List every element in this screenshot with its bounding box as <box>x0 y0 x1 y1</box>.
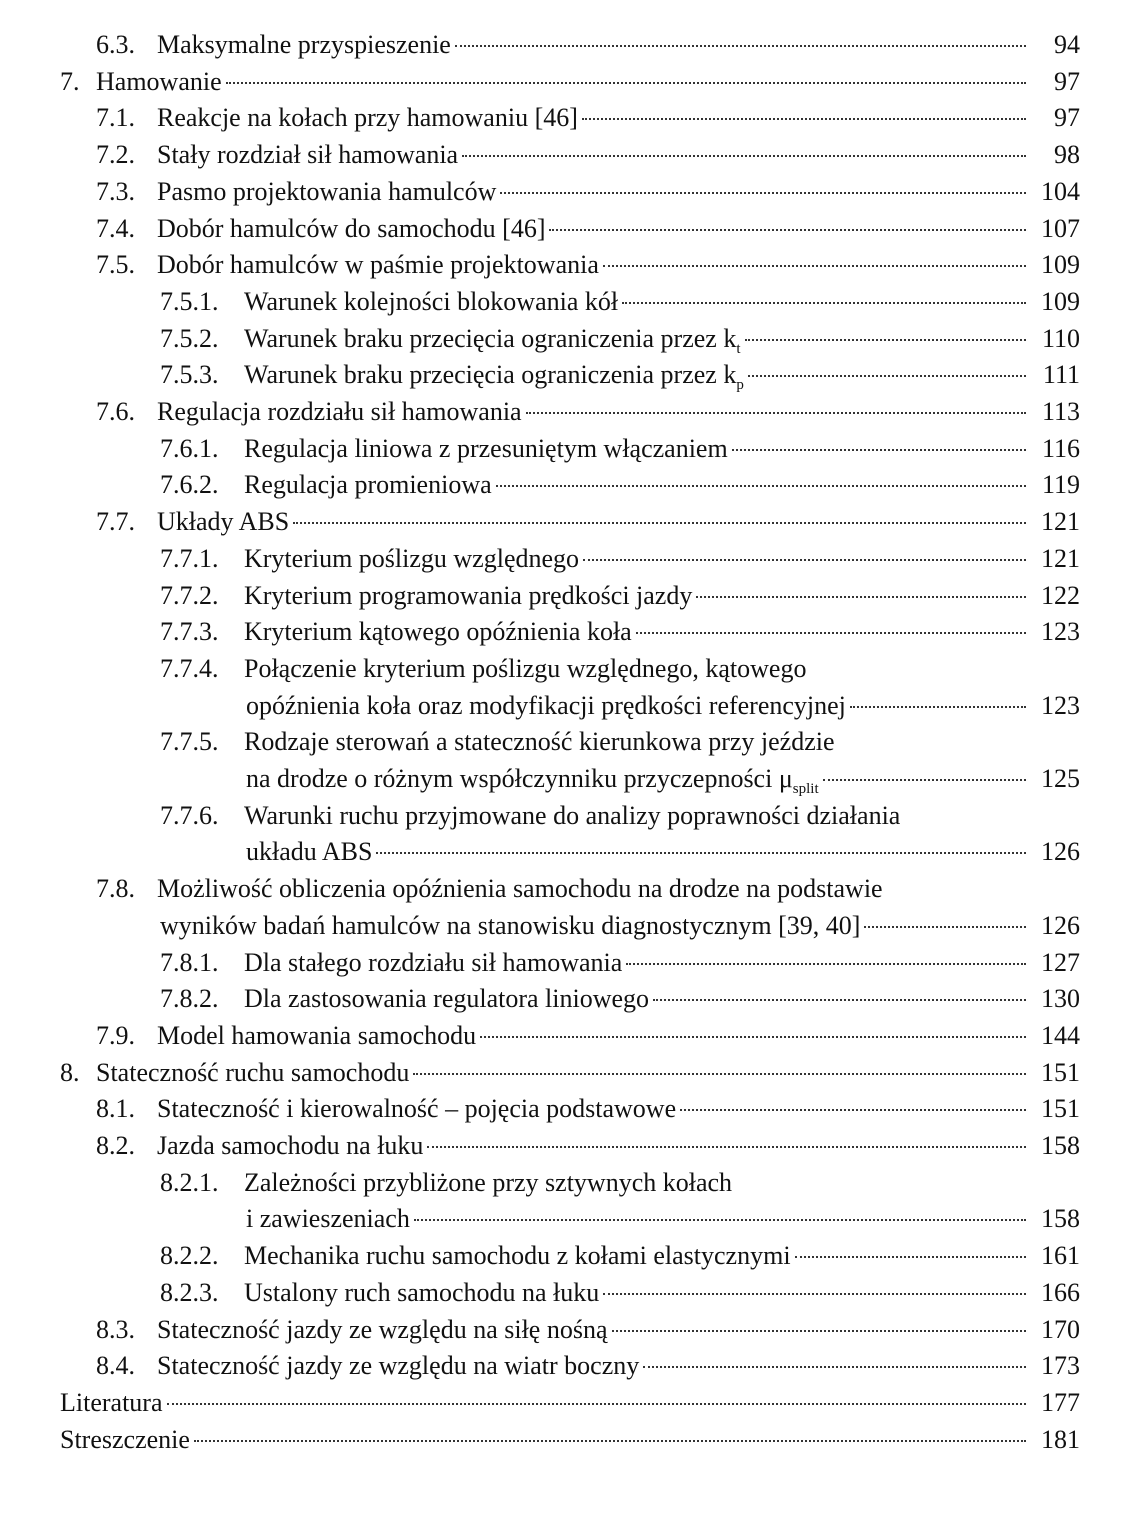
toc-entry-number: 8. <box>60 1057 80 1087</box>
toc-entry-page-number: 144 <box>1041 1020 1080 1050</box>
toc-entry-number: 8.2.3. <box>160 1277 219 1307</box>
toc-entry-title-text: Hamowanie <box>96 66 222 96</box>
toc-entry <box>0 1238 1122 1274</box>
toc-entry-page-number: 126 <box>1041 910 1080 940</box>
toc-entry-title <box>244 614 632 650</box>
toc-entry-title <box>157 1312 608 1348</box>
toc-entry-title <box>244 541 579 577</box>
toc-entry-title-text: Regulacja liniowa z przesuniętym włączaniem <box>244 433 728 463</box>
toc-entry-title-text: Dobór hamulców do samochodu [46] <box>157 213 546 243</box>
toc-entry-number: 7.6.2. <box>160 470 219 500</box>
toc-entry <box>0 834 1122 870</box>
toc-entry-title <box>244 321 741 357</box>
toc-entry-title <box>157 247 599 283</box>
toc-entry-title-text: Kryterium poślizgu względnego <box>244 543 580 573</box>
toc-entry-title <box>157 174 496 210</box>
toc-entry <box>0 1128 1122 1164</box>
toc-entry-page-number: 121 <box>1041 507 1080 537</box>
dot-leader <box>603 1293 1026 1295</box>
toc-entry-page-number: 119 <box>1041 470 1080 500</box>
toc-entry-title <box>244 981 649 1017</box>
toc-entry <box>0 431 1122 467</box>
dot-leader <box>603 265 1026 267</box>
toc-entry-number: 7.5.2. <box>160 323 219 353</box>
dot-leader <box>413 1073 1026 1075</box>
toc-entry <box>0 724 1122 760</box>
toc-entry-title <box>244 651 806 687</box>
toc-entry <box>0 1385 1122 1421</box>
toc-entry-title-text: układu ABS <box>246 837 373 867</box>
toc-entry-title <box>244 1275 599 1311</box>
toc-entry <box>0 504 1122 540</box>
dot-leader <box>455 45 1026 47</box>
toc-entry-page-number: 94 <box>1054 30 1080 59</box>
toc-entry-page-number: 109 <box>1041 286 1080 316</box>
toc-entry-title <box>244 945 622 981</box>
toc-entry-title-text: Pasmo projektowania hamulców <box>157 176 497 206</box>
dot-leader <box>636 632 1026 634</box>
dot-leader <box>549 229 1026 231</box>
toc-entry <box>0 651 1122 687</box>
toc-entry-page-number: 158 <box>1041 1131 1080 1160</box>
toc-entry-page-number: 123 <box>1041 617 1080 647</box>
toc-entry <box>0 614 1122 650</box>
dot-leader <box>850 706 1026 708</box>
toc-entry-title-text: i zawieszeniach <box>246 1204 410 1234</box>
toc-entry <box>0 945 1122 981</box>
dot-leader <box>823 779 1026 781</box>
dot-leader <box>582 118 1026 120</box>
toc-entry-title-text: Stały rozdział sił hamowania <box>157 140 459 170</box>
toc-entry <box>0 1055 1122 1091</box>
dot-leader <box>680 1109 1026 1111</box>
toc-entry-page-number: 126 <box>1041 837 1080 867</box>
toc-entry <box>0 321 1122 357</box>
dot-leader <box>643 1366 1026 1368</box>
toc-entry-number: 7.8. <box>96 874 135 904</box>
toc-entry <box>0 1422 1122 1458</box>
toc-entry <box>0 871 1122 907</box>
toc-entry-page-number: 97 <box>1054 66 1080 96</box>
toc-entry <box>0 394 1122 430</box>
toc-entry <box>0 1201 1122 1237</box>
toc-entry-title-text: Dobór hamulców w paśmie projektowania <box>157 250 599 280</box>
dot-leader <box>414 1219 1026 1221</box>
toc-entry-title <box>246 834 372 870</box>
toc-entry-page-number: 121 <box>1041 543 1080 573</box>
dot-leader <box>480 1036 1026 1038</box>
toc-entry-subscript: p <box>736 377 744 394</box>
toc-entry <box>0 174 1122 210</box>
dot-leader <box>526 412 1026 414</box>
toc-entry <box>0 100 1122 136</box>
toc-entry-title <box>244 578 692 614</box>
toc-entry-subscript: t <box>736 340 741 357</box>
toc-entry-page-number: 166 <box>1041 1277 1080 1307</box>
toc-entry-title <box>244 431 728 467</box>
toc-entry-page-number: 110 <box>1041 323 1080 353</box>
toc-entry-title <box>244 798 900 834</box>
toc-entry <box>0 981 1122 1017</box>
dot-leader <box>748 375 1026 377</box>
toc-entry-subscript: split <box>792 781 819 798</box>
dot-leader <box>583 559 1026 561</box>
toc-entry-number: 7.6. <box>96 397 135 426</box>
toc-entry-number: 8.4. <box>96 1351 135 1381</box>
dot-leader <box>500 192 1026 194</box>
toc-entry-title <box>244 724 835 760</box>
dot-leader <box>167 1403 1027 1405</box>
toc-entry-number: 8.2. <box>96 1131 135 1160</box>
toc-entry-title-text: Stateczność jazdy ze względu na wiatr boczny <box>157 1351 640 1381</box>
toc-entry-title-text: Dla zastosowania regulatora liniowego <box>244 984 650 1014</box>
toc-entry-title <box>157 1348 639 1384</box>
toc-entry-title-text: Jazda samochodu na łuku <box>157 1131 424 1160</box>
dot-leader <box>653 999 1026 1001</box>
toc-entry-title <box>96 1055 409 1091</box>
toc-entry-number: 7.7.4. <box>160 653 219 683</box>
toc-entry-number: 7.7.1. <box>160 543 219 573</box>
toc-entry-title-text: Układy ABS <box>157 507 290 537</box>
toc-entry-number: 7.7.6. <box>160 800 219 830</box>
toc-entry-title-text: Ustalony ruch samochodu na łuku <box>244 1277 600 1307</box>
toc-entry <box>0 798 1122 834</box>
toc-entry-page-number: 161 <box>1041 1241 1080 1271</box>
toc-entry-title <box>160 908 860 944</box>
toc-entry <box>0 1348 1122 1384</box>
toc-entry <box>0 357 1122 393</box>
toc-entry-title <box>157 871 883 907</box>
toc-entry <box>0 1091 1122 1127</box>
toc-entry-page-number: 98 <box>1054 140 1080 170</box>
dot-leader <box>427 1146 1026 1148</box>
toc-entry-title-text: Warunek braku przecięcia ograniczenia przez k <box>244 323 737 353</box>
toc-entry-title-text: Regulacja promieniowa <box>244 470 492 500</box>
toc-entry <box>0 541 1122 577</box>
toc-entry-page-number: 111 <box>1042 360 1080 390</box>
dot-leader <box>612 1330 1027 1332</box>
toc-entry-title-text: Stateczność jazdy ze względu na siłę nośną <box>157 1314 608 1344</box>
toc-entry-number: 7.7.2. <box>160 580 219 610</box>
toc-entry-number: 7.3. <box>96 176 135 206</box>
toc-entry-page-number: 173 <box>1041 1351 1080 1381</box>
toc-entry-title-text: Reakcje na kołach przy hamowaniu [46] <box>157 103 578 133</box>
toc-entry-title-text: Maksymalne przyspieszenie <box>157 30 451 59</box>
dot-leader <box>496 485 1026 487</box>
toc-entry-title <box>246 761 819 797</box>
toc-entry-number: 7.4. <box>96 213 135 243</box>
toc-entry-title-text: Literatura <box>60 1387 163 1417</box>
toc-entry-page-number: 127 <box>1041 947 1080 977</box>
toc-entry-page-number: 130 <box>1041 984 1080 1014</box>
toc-entry <box>0 467 1122 503</box>
dot-leader <box>696 596 1026 598</box>
dot-leader <box>732 449 1026 451</box>
toc-entry-title-text: Kryterium programowania prędkości jazdy <box>244 580 693 610</box>
toc-entry-title-text: Warunek braku przecięcia ograniczenia przez k <box>244 360 737 390</box>
toc-entry-page-number: 109 <box>1041 250 1080 280</box>
toc-entry-page-number: 113 <box>1041 397 1080 426</box>
toc-entry-title-text: Dla stałego rozdziału sił hamowania <box>244 947 623 977</box>
toc-entry-title <box>157 1091 676 1127</box>
dot-leader <box>795 1256 1026 1258</box>
toc-entry-title <box>157 100 578 136</box>
toc-entry-number: 7.9. <box>96 1020 135 1050</box>
toc-entry-title <box>244 284 618 320</box>
toc-entry <box>0 688 1122 724</box>
toc-entry-page-number: 151 <box>1041 1057 1080 1087</box>
toc-entry-number: 7.2. <box>96 140 135 170</box>
toc-entry <box>0 64 1122 100</box>
toc-entry-number: 7.7. <box>96 507 135 537</box>
toc-entry <box>0 137 1122 173</box>
toc-entry-page-number: 177 <box>1041 1387 1080 1417</box>
toc-entry-title-text: wyników badań hamulców na stanowisku diagnostycznym [39, 40] <box>160 910 861 940</box>
toc-entry-title-text: Rodzaje sterowań a stateczność kierunkowa przy jeździe <box>244 727 835 757</box>
toc-entry-title-text: Warunki ruchu przyjmowane do analizy poprawności działania <box>244 800 901 830</box>
toc-entry-number: 7.5.3. <box>160 360 219 390</box>
toc-entry <box>0 247 1122 283</box>
toc-entry-number: 7.8.1. <box>160 947 219 977</box>
toc-entry-number: 7.5. <box>96 250 135 280</box>
dot-leader <box>462 155 1026 157</box>
toc-entry-title <box>157 394 522 430</box>
toc-entry-title-text: Warunek kolejności blokowania kół <box>244 286 619 316</box>
toc-entry-page-number: 116 <box>1041 433 1080 463</box>
toc-entry-title <box>157 211 545 247</box>
toc-entry-page-number: 97 <box>1054 103 1080 133</box>
dot-leader <box>194 1440 1026 1442</box>
toc-entry-number: 8.2.2. <box>160 1241 219 1271</box>
toc-entry <box>0 761 1122 797</box>
dot-leader <box>745 339 1027 341</box>
toc-entry <box>0 211 1122 247</box>
toc-entry-page-number: 151 <box>1041 1094 1080 1124</box>
toc-entry-page-number: 181 <box>1041 1424 1080 1454</box>
toc-entry-number: 7.7.5. <box>160 727 219 757</box>
toc-entry-title <box>246 688 846 724</box>
toc-entry-title-text: Mechanika ruchu samochodu z kołami elastycznymi <box>244 1241 791 1271</box>
toc-entry <box>0 1275 1122 1311</box>
toc-entry-title-text: Streszczenie <box>60 1424 190 1454</box>
toc-entry-title-text: Regulacja rozdziału sił hamowania <box>157 397 522 426</box>
toc-entry <box>0 1165 1122 1201</box>
toc-entry-page-number: 107 <box>1041 213 1080 243</box>
toc-entry-number: 7.8.2. <box>160 984 219 1014</box>
toc-entry-title-text: Możliwość obliczenia opóźnienia samochodu na drodze na podstawie <box>157 874 883 904</box>
toc-entry-title-text: na drodze o różnym współczynniku przyczepności μ <box>246 764 793 793</box>
toc-entry-title <box>246 1201 410 1237</box>
toc-entry <box>0 578 1122 614</box>
toc-entry-title <box>96 64 222 100</box>
toc-entry-title <box>157 1128 423 1164</box>
toc-entry-title-text: Stateczność i kierowalność – pojęcia podstawowe <box>157 1094 677 1124</box>
toc-entry-title <box>157 504 289 540</box>
toc-entry-title <box>244 1238 791 1274</box>
toc-entry-number: 7.5.1. <box>160 286 219 316</box>
toc-entry <box>0 908 1122 944</box>
toc-entry-title <box>244 467 492 503</box>
dot-leader <box>864 926 1026 928</box>
toc-entry-number: 7.6.1. <box>160 433 219 463</box>
toc-entry-title <box>157 27 451 63</box>
toc-entry-title-text: Model hamowania samochodu <box>157 1020 477 1050</box>
toc-entry-page-number: 125 <box>1041 764 1080 793</box>
toc-entry-page-number: 123 <box>1041 690 1080 720</box>
toc-entry <box>0 27 1122 63</box>
toc-entry <box>0 1312 1122 1348</box>
toc-entry-title <box>60 1385 163 1421</box>
toc-entry-page-number: 104 <box>1041 176 1080 206</box>
toc-entry-number: 8.3. <box>96 1314 135 1344</box>
toc-entry <box>0 1018 1122 1054</box>
toc-entry-title-text: Zależności przybliżone przy sztywnych kołach <box>244 1167 733 1197</box>
toc-entry-title <box>244 1165 732 1201</box>
dot-leader <box>622 302 1026 304</box>
dot-leader <box>293 522 1026 524</box>
toc-entry-title-text: opóźnienia koła oraz modyfikacji prędkości referencyjnej <box>246 690 846 720</box>
toc-entry-title <box>157 1018 476 1054</box>
toc-entry-title <box>244 357 744 393</box>
toc-entry-number: 7.7.3. <box>160 617 219 647</box>
toc-entry-title <box>157 137 458 173</box>
toc-entry-title-text: Połączenie kryterium poślizgu względnego, kątowego <box>244 653 807 683</box>
dot-leader <box>226 82 1026 84</box>
toc-entry-title <box>60 1422 190 1458</box>
toc-entry-page-number: 170 <box>1041 1314 1080 1344</box>
toc-entry-number: 7. <box>60 66 80 96</box>
toc-entry-number: 8.1. <box>96 1094 135 1124</box>
toc-entry-page-number: 122 <box>1041 580 1080 610</box>
toc-entry-page-number: 158 <box>1041 1204 1080 1234</box>
dot-leader <box>626 963 1026 965</box>
toc-entry-number: 6.3. <box>96 30 135 59</box>
toc-entry-number: 7.1. <box>96 103 135 133</box>
toc-entry <box>0 284 1122 320</box>
dot-leader <box>376 852 1026 854</box>
toc-entry-title-text: Stateczność ruchu samochodu <box>96 1057 410 1087</box>
toc-entry-number: 8.2.1. <box>160 1167 219 1197</box>
toc-entry-title-text: Kryterium kątowego opóźnienia koła <box>244 617 632 647</box>
